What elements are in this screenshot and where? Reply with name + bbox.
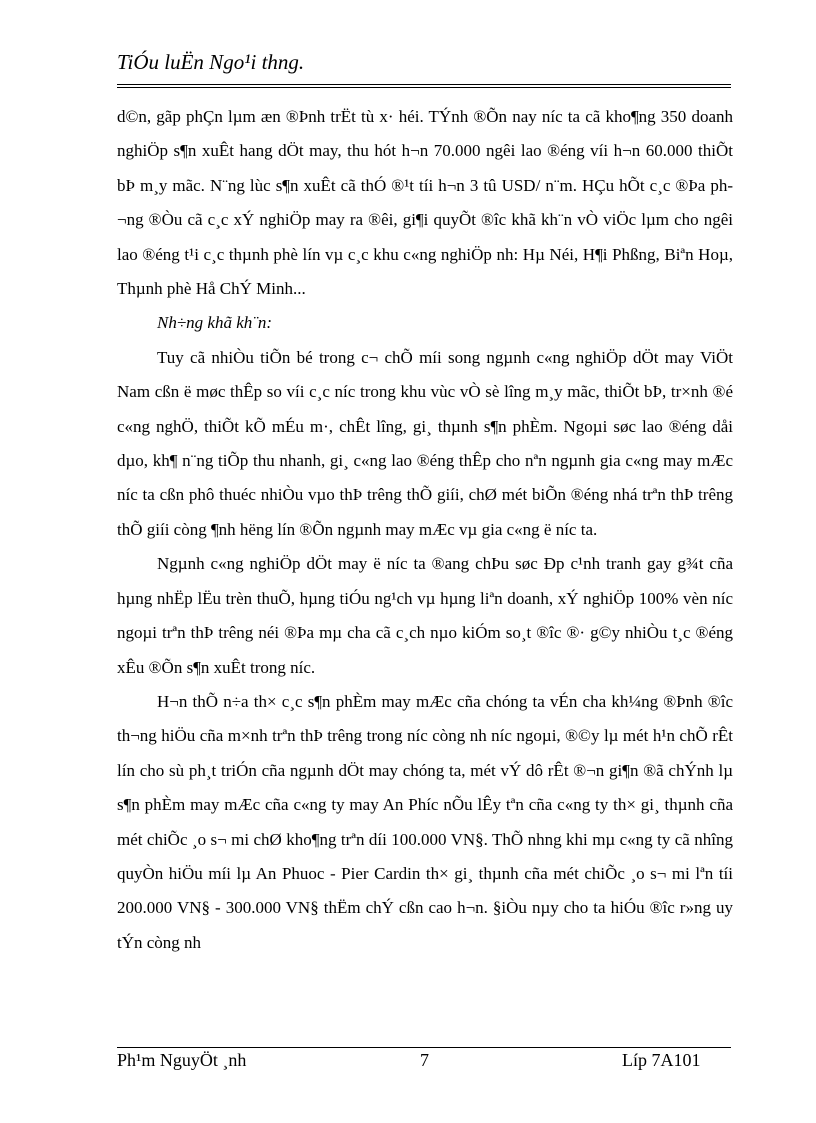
body-text — [117, 100, 733, 960]
section-heading: Nh÷ng khã kh¨n: — [157, 313, 273, 333]
header-rule-top — [117, 84, 731, 85]
paragraph: Tuy cã nhiÒu tiÕn bé trong c¬ chÕ míi song ngµnh c«ng nghiÖp dÖt may ViÖt Nam cßn ë møc thÊp so víi c¸c níc trong khu vùc vÒ sè lîng m¸y mãc, thiÕt bÞ, tr×nh ®é c«ng nghÖ, thiÕt kÕ mÉu m·, chÊt lîng, gi¸ thµnh s¶n phÈm. Ngoµi søc lao ®éng dåi dµo, kh¶ n¨ng tiÕp thu nhanh, gi¸ c«ng lao ®éng thÊp cho nªn ngµnh gia c«ng may mÆc níc ta cßn phô thuéc nhiÒu vµo thÞ trêng thÕ giíi, chØ mét biÕn ®éng nhá trªn thÞ trêng thÕ giíi còng ¶nh hëng lín ®Õn ngµnh may mÆc vµ gia c«ng ë níc ta. — [117, 347, 733, 539]
paragraph-continuation: d©n, gãp phÇn lµm æn ®Þnh trËt tù x· héi. TÝnh ®Õn nay níc ta cã kho¶ng 350 doanh nghiÖp s¶n xuÊt hang dÖt may, thu hót h¬n 70.000 ngêi lao ®éng víi h¬n 60.000 thiÕt bÞ m¸y mãc. N¨ng lùc s¶n xuÊt cã thÓ ®¹t tíi h¬n 3 tû USD/ n¨m. HÇu hÕt c¸c ®Þa ph¬ng ®Òu cã c¸c xÝ nghiÖp may ra ®êi, gi¶i quyÕt ®îc khã kh¨n vÒ viÖc lµm cho ngêi lao ®éng t¹i c¸c thµnh phè lín vµ c¸c khu c«ng nghiÖp nh: Hµ Néi, H¶i Phßng, Biªn Hoµ, Thµnh phè Hå ChÝ Minh... — [117, 107, 733, 299]
page-number: 7 — [420, 1050, 429, 1070]
paragraph: H¬n thÕ n÷a th× c¸c s¶n phÈm may mÆc cña chóng ta vÉn cha kh¼ng ®Þnh ®îc th¬ng hiÖu cña m×nh trªn thÞ trêng trong níc còng nh níc ngoµi, ®©y lµ mét h¹n chÕ rÊt lín cho sù ph¸t triÓn cña ngµnh dÖt may chóng ta, mét vÝ dô rÊt ®¬n gi¶n ®ã chÝnh lµ s¶n phÈm may mÆc cña c«ng ty may An Phíc nÕu lÊy tªn cña c«ng ty th× gi¸ thµnh cña mét chiÕc ¸o s¬ mi chØ kho¶ng trªn díi 100.000 VN§. ThÕ nhng khi mµ c«ng ty cã nhîng quyÒn hiÖu míi lµ An Phuoc - Pier Cardin th× gi¸ thµnh cña mét chiÕc ¸o s¬ mi lªn tíi 200.000 VN§ - 300.000 VN§ thËm chÝ cßn cao h¬n. §iÒu nµy cho ta hiÓu ®îc r»ng uy tÝn còng nh — [117, 691, 733, 952]
header-title: TiÓu luËn Ngo¹i thng. — [117, 50, 305, 74]
footer-class: Líp 7A101 — [622, 1050, 701, 1070]
header-rule-bottom — [117, 87, 731, 88]
footer-rule — [117, 1047, 731, 1048]
footer-author: Ph¹m NguyÖt ¸nh — [117, 1050, 247, 1070]
paragraph: Ngµnh c«ng nghiÖp dÖt may ë níc ta ®ang chÞu søc Ðp c¹nh tranh gay g¾t cña hµng nhËp lËu trèn thuÕ, hµng tiÓu ng¹ch vµ hµng liªn doanh, xÝ nghiÖp 100% vèn níc ngoµi trªn thÞ trêng néi ®Þa mµ cha cã c¸ch nµo kiÓm so¸t ®îc ®· g©y nhiÒu t¸c ®éng xÊu ®Õn s¶n xuÊt trong níc. — [117, 554, 733, 677]
